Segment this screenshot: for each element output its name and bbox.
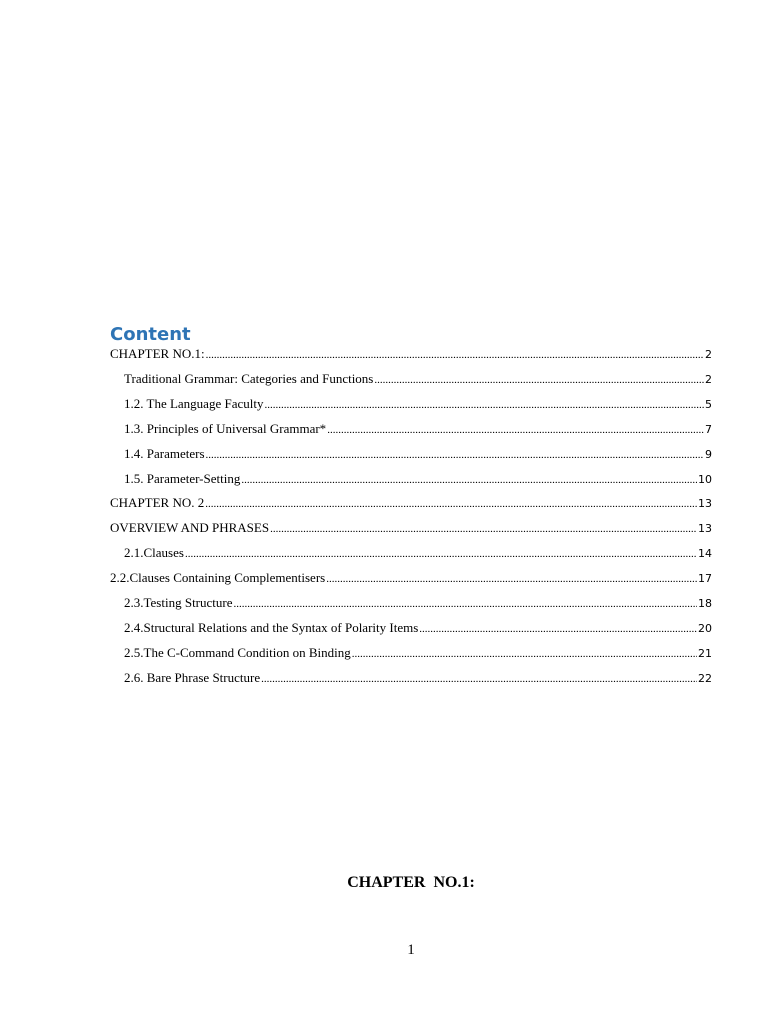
toc-entry[interactable] bbox=[124, 595, 712, 615]
toc-entry-title: 2.6. Bare Phrase Structure bbox=[124, 669, 261, 685]
toc-entry-page: 2 bbox=[705, 372, 712, 386]
toc-entry-title: 2.1.Clauses bbox=[124, 545, 184, 561]
toc-entry-title: 2.3.Testing Structure bbox=[124, 595, 233, 610]
toc-entry[interactable] bbox=[110, 495, 712, 515]
toc-entry-page: 9 bbox=[705, 447, 712, 461]
toc-entry-page: 2 bbox=[705, 348, 712, 361]
toc-dot-leader bbox=[206, 349, 704, 361]
toc-dot-leader bbox=[206, 449, 704, 461]
page-number: 1 bbox=[407, 942, 415, 958]
toc-entry[interactable] bbox=[124, 670, 712, 690]
toc-dot-leader bbox=[419, 623, 697, 635]
toc-dot-leader bbox=[327, 424, 704, 436]
toc-entry[interactable] bbox=[124, 620, 712, 640]
toc-entry[interactable] bbox=[124, 645, 712, 665]
toc-entry-page: 21 bbox=[698, 646, 712, 660]
toc-entry-page: 7 bbox=[705, 422, 712, 436]
toc-entry-title: 2.5.The C-Command Condition on Binding bbox=[124, 644, 351, 660]
toc-entry-title: OVERVIEW AND PHRASES bbox=[110, 520, 270, 536]
toc-entry-page: 14 bbox=[698, 547, 712, 561]
toc-dot-leader bbox=[270, 523, 697, 535]
toc-entry-title: CHAPTER NO.1: bbox=[110, 346, 205, 361]
toc-dot-leader bbox=[326, 573, 697, 585]
toc-dot-leader bbox=[241, 474, 697, 486]
chapter-heading: CHAPTER NO.1: bbox=[347, 874, 475, 891]
toc-entry-page: 13 bbox=[698, 522, 712, 536]
toc-entry[interactable] bbox=[124, 371, 712, 391]
toc-entry[interactable] bbox=[124, 421, 712, 441]
toc-entry-page: 20 bbox=[698, 621, 712, 635]
toc-dot-leader bbox=[205, 498, 697, 510]
toc-entry-title: 1.4. Parameters bbox=[124, 445, 205, 461]
toc-entry-page: 10 bbox=[698, 472, 712, 486]
toc-dot-leader bbox=[261, 673, 697, 685]
toc-entry-page: 13 bbox=[698, 497, 712, 511]
toc-entry[interactable] bbox=[124, 471, 712, 491]
toc-entry[interactable] bbox=[124, 446, 712, 466]
toc-entry-title: CHAPTER NO. 2 bbox=[110, 495, 205, 511]
toc-dot-leader bbox=[374, 374, 704, 386]
toc-entry[interactable] bbox=[110, 570, 712, 590]
toc-dot-leader bbox=[234, 598, 698, 610]
toc-entry-page: 5 bbox=[705, 397, 712, 411]
toc-entry-page: 22 bbox=[698, 671, 712, 685]
toc-entry-page: 17 bbox=[698, 572, 712, 586]
toc-dot-leader bbox=[185, 548, 697, 560]
toc-dot-leader bbox=[352, 648, 697, 660]
toc-entry-title: 2.4.Structural Relations and the Syntax of Polarity Items bbox=[124, 619, 419, 635]
toc-entry[interactable] bbox=[110, 346, 712, 366]
toc-entry-title: 2.2.Clauses Containing Complementisers bbox=[110, 570, 326, 586]
toc-entry[interactable] bbox=[124, 396, 712, 416]
toc-dot-leader bbox=[264, 399, 704, 411]
toc-entry[interactable] bbox=[110, 520, 712, 540]
toc-entry-title: 1.2. The Language Faculty bbox=[124, 395, 264, 411]
toc-entry[interactable] bbox=[124, 545, 712, 565]
toc-entry-title: 1.5. Parameter-Setting bbox=[124, 470, 241, 486]
toc-title: Content bbox=[110, 324, 191, 345]
toc-entry-title: 1.3. Principles of Universal Grammar* bbox=[124, 420, 327, 436]
toc-entry-title: Traditional Grammar: Categories and Functions bbox=[124, 370, 374, 386]
toc-entry-page: 18 bbox=[698, 597, 712, 610]
